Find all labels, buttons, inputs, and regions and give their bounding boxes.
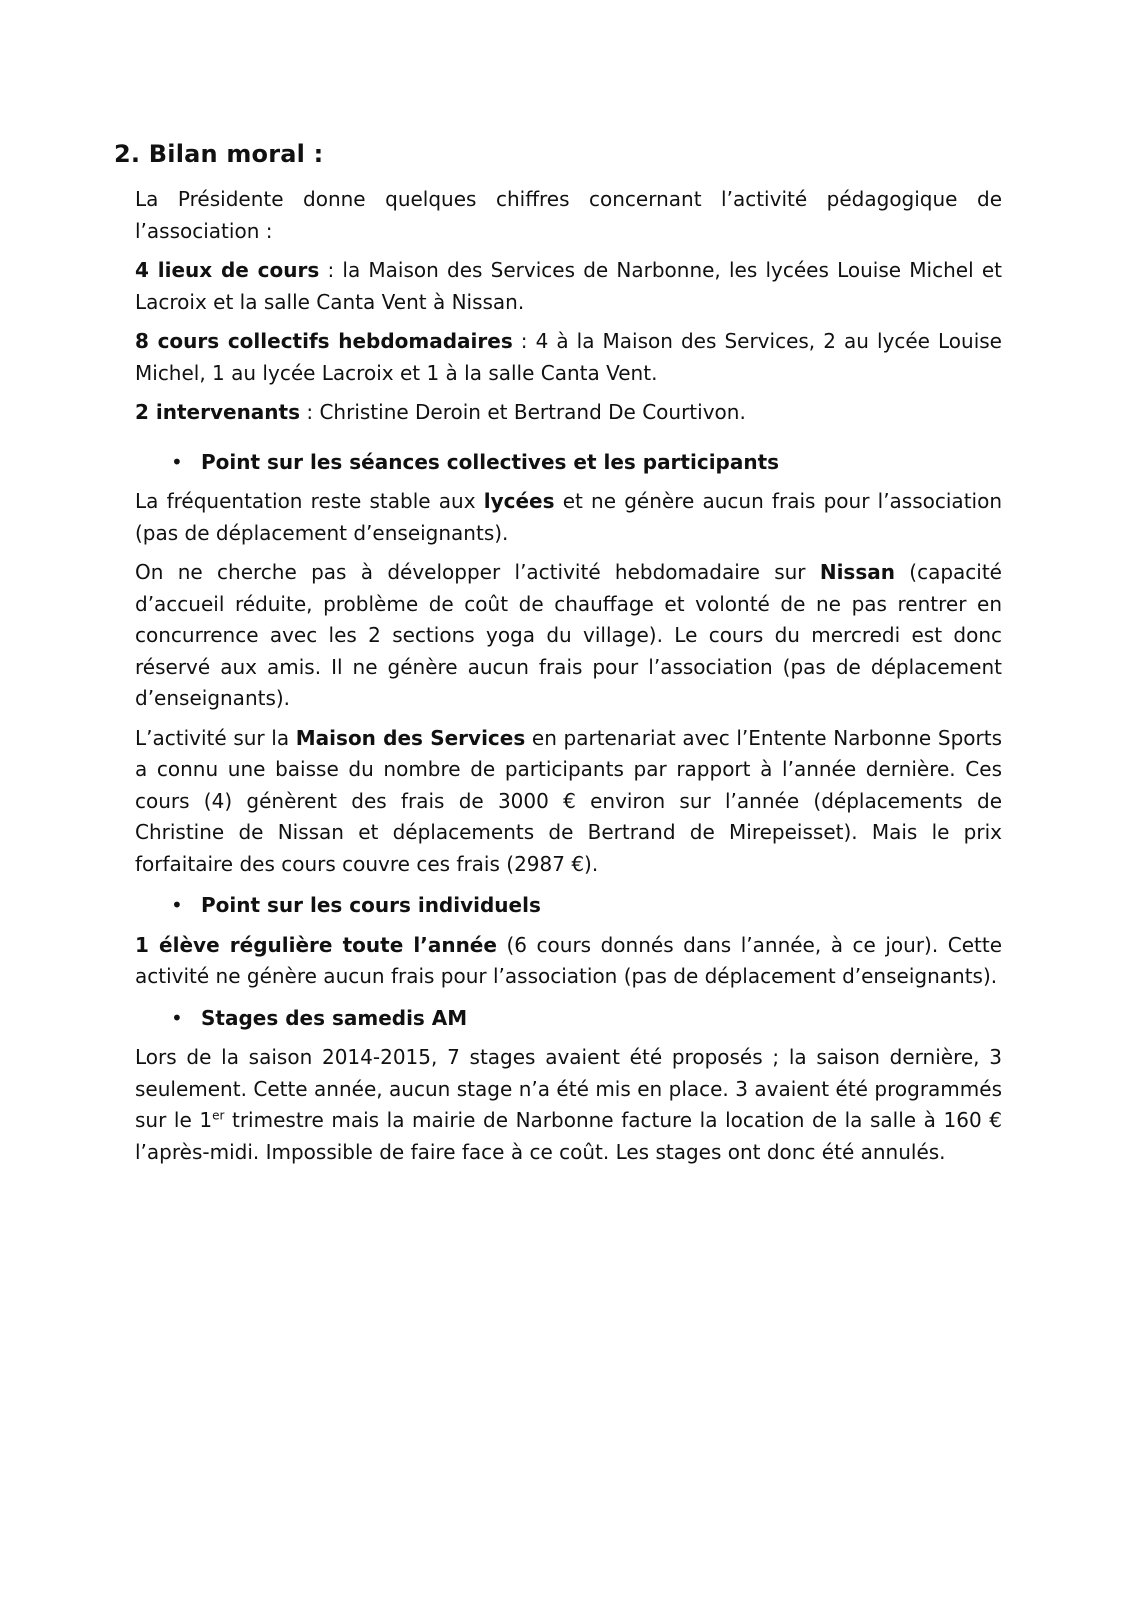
paragraph-stages <box>135 1042 1002 1168</box>
text-run: trimestre mais la mairie de Narbonne facture la location de la salle à 160 € l’après-midi. Impossible de faire face à ce coût. Les stages ont donc été annulés. <box>135 1108 1002 1164</box>
text-run: en partenariat avec l’Entente Narbonne Sports a connu une baisse du nombre de participants par rapport à l’année dernière. Ces cours (4) génèrent des frais de 3000 € environ sur l’année (déplacements de Christine de Nissan et déplacements de Bertrand de Mirepeisset). Mais le prix forfaitaire des cours couvre ces frais (2987 €). <box>135 725 1002 876</box>
fact-text: : la Maison des Services de Narbonne, les lycées Louise Michel et Lacroix et la salle Canta Vent à Nissan. <box>135 258 1002 314</box>
fact-label: 2 intervenants <box>135 400 300 424</box>
fact-label: 4 lieux de cours <box>135 258 320 282</box>
text-run: L’activité sur la <box>135 725 296 750</box>
fact-intervenants <box>135 397 1002 429</box>
bullet-stages <box>135 1003 1002 1035</box>
intro-paragraph <box>135 184 1002 247</box>
superscript: er <box>212 1108 225 1123</box>
text-run: et ne génère aucun frais pour l’association (pas de déplacement d’enseignants). <box>135 489 1002 545</box>
text-bold: 1 élève régulière toute l’année <box>135 932 497 957</box>
fact-lieux <box>135 255 1002 318</box>
text-run: On ne cherche pas à développer l’activité hebdomadaire sur <box>135 560 820 584</box>
fact-text: : Christine Deroin et Bertrand De Courtivon. <box>300 400 746 424</box>
paragraph-eleve <box>135 930 1002 993</box>
bullet-cours-individuels <box>135 890 1002 922</box>
bullet-seances-collectives <box>135 447 1002 479</box>
fact-cours <box>135 326 1002 389</box>
bullet-title: Point sur les cours individuels <box>201 893 541 917</box>
text-run: (capacité d’accueil réduite, problème de coût de chauffage et volonté de ne pas rentrer en concurrence avec les 2 sections yoga du village). Le cours du mercredi est donc réservé aux amis. Il ne génère aucun frais pour l’association (pas de déplacement d’enseignants). <box>135 560 1002 710</box>
paragraph-maison-services <box>135 723 1002 881</box>
text-run: (6 cours donnés dans l’année, à ce jour). Cette activité ne génère aucun frais pour l’association (pas de déplacement d’enseignants). <box>135 932 1002 988</box>
paragraph-lycees <box>135 486 1002 549</box>
bullet-title: Point sur les séances collectives et les participants <box>201 449 780 474</box>
text-bold: Maison des Services <box>295 725 526 750</box>
text-run: La fréquentation reste stable aux <box>135 489 484 513</box>
intro-text: La Présidente donne quelques chiffres concernant l’activité pédagogique de l’association : <box>135 187 1002 243</box>
bullet-title: Stages des samedis AM <box>201 1005 468 1030</box>
fact-label: 8 cours collectifs hebdomadaires <box>135 329 513 353</box>
bullet-icon: • <box>171 449 183 474</box>
text-run: Lors de la saison 2014-2015, 7 stages avaient été proposés ; la saison dernière, 3 seulement. Cette année, aucun stage n’a été mis en place. 3 avaient été programmés sur le 1 <box>135 1045 1002 1132</box>
text-bold: Nissan <box>819 560 895 584</box>
document-body <box>135 184 1002 1176</box>
section-heading: 2. Bilan moral : <box>114 140 324 168</box>
bullet-icon: • <box>171 893 183 917</box>
bullet-icon: • <box>171 1005 183 1030</box>
text-bold: lycées <box>483 489 555 513</box>
paragraph-nissan <box>135 557 1002 715</box>
fact-text: : 4 à la Maison des Services, 2 au lycée Louise Michel, 1 au lycée Lacroix et 1 à la salle Canta Vent. <box>135 329 1002 385</box>
